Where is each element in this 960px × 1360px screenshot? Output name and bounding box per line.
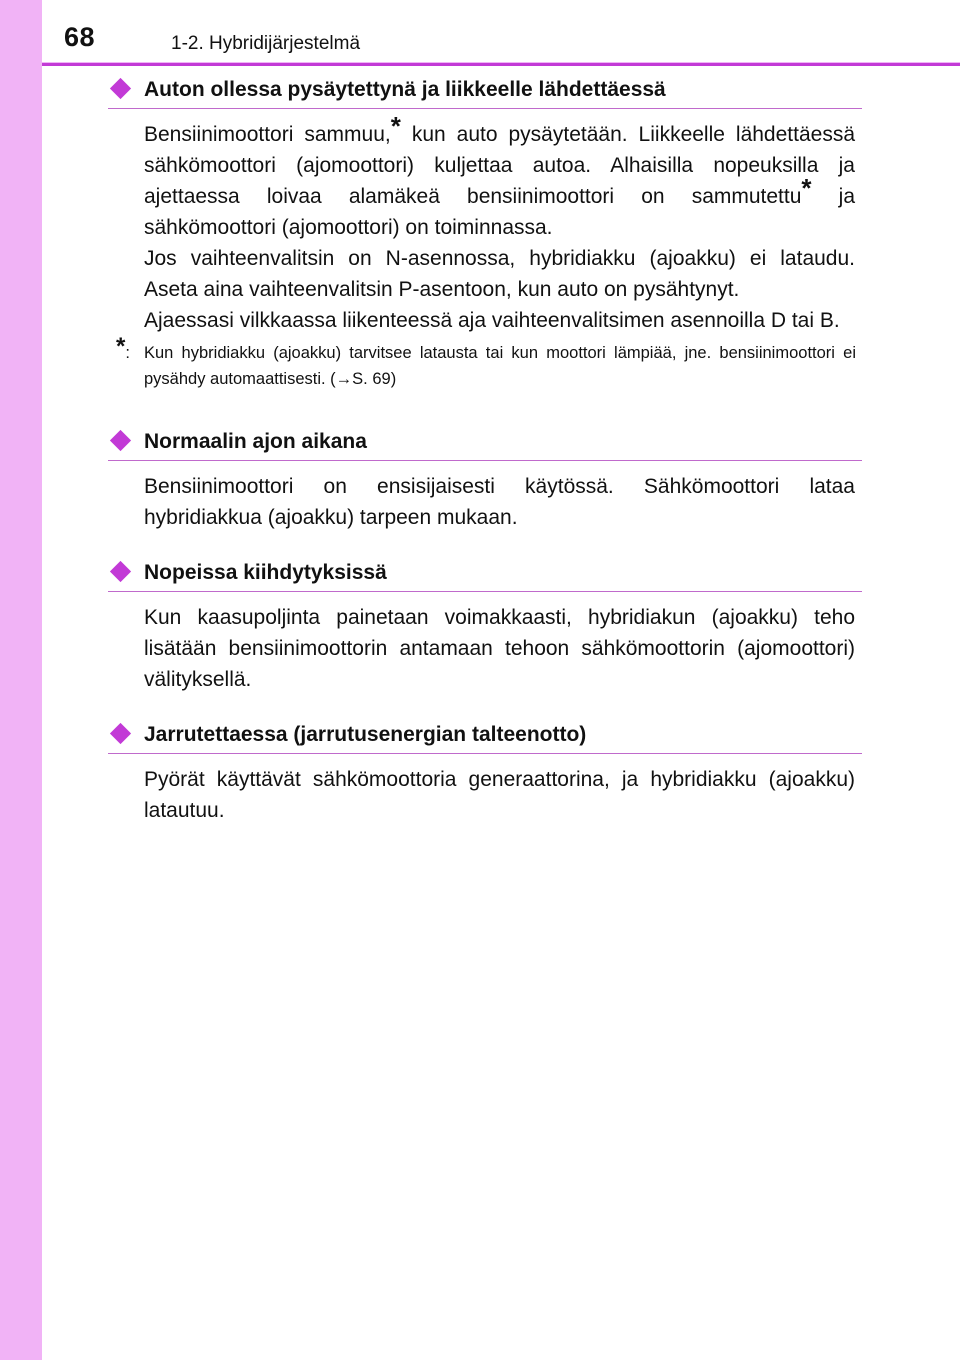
diamond-bullet-icon [110, 561, 131, 582]
paragraph: Pyörät käyttävät sähkömoottoria generaattorina, ja hybridiakku (ajoakku) latautuu. [144, 768, 855, 822]
paragraph: Bensiinimoottori sammuu,* kun auto pysäytetään. Liikkeelle lähdettäessä sähkömoottori (ajomoottori) kuljettaa autoa. Alhaisilla nopeuksilla ja ajettaessa loivaa alamäkeä bensiinimoottori on sammutettu* ja sähkömoottori (ajomoottori) on toiminnassa. [144, 111, 855, 239]
footnote-marker: *: [116, 333, 130, 362]
section-heading-text: Jarrutettaessa (jarrutusenergian talteenotto) [144, 723, 587, 746]
diamond-bullet-icon [110, 723, 131, 744]
section-heading-text: Nopeissa kiihdytyksissä [144, 561, 387, 584]
section-hard-acceleration [108, 557, 862, 695]
section-heading-text: Normaalin ajon aikana [144, 430, 367, 453]
footnote-text: Kun hybridiakku (ajoakku) tarvitsee latausta tai kun moottori lämpiää, jne. bensiinimoottori ei pysähdy automaattisesti. (→S. 69) [144, 344, 856, 388]
footnote-reference: * [390, 111, 401, 141]
section-normal-driving [108, 426, 862, 533]
section-heading [108, 719, 862, 754]
diamond-bullet-icon [110, 430, 131, 451]
paragraph: Ajaessasi vilkkaassa liikenteessä aja vaihteenvalitsimen asennoilla D tai B. [144, 309, 840, 332]
diamond-bullet-icon [110, 78, 131, 99]
page-content [108, 74, 862, 826]
footnote-reference: * [801, 173, 812, 203]
chapter-title: 1-2. Hybridijärjestelmä [171, 33, 361, 54]
header-rule [42, 63, 960, 66]
paragraph: Kun kaasupoljinta painetaan voimakkaasti, hybridiakun (ajoakku) teho lisätään bensiinimoottorin antamaan tehoon sähkömoottorin (ajomoottori) välityksellä. [144, 606, 855, 691]
footnote [116, 333, 856, 392]
section-stopped-and-starting [108, 74, 862, 392]
section-regenerative-braking [108, 719, 862, 826]
page-number: 68 [64, 22, 96, 52]
paragraph: Jos vaihteenvalitsin on N-asennossa, hybridiakku (ajoakku) ei lataudu. Aseta aina vaihteenvalitsin P-asentoon, kun auto on pysähtynyt. [144, 247, 855, 301]
section-heading [108, 426, 862, 461]
section-heading [108, 74, 862, 109]
paragraph: Bensiinimoottori on ensisijaisesti käytössä. Sähkömoottori lataa hybridiakkua (ajoakku) tarpeen mukaan. [144, 475, 855, 529]
chapter-tab-strip [0, 0, 42, 1360]
section-heading [108, 557, 862, 592]
section-heading-text: Auton ollessa pysäytettynä ja liikkeelle lähdettäessä [144, 78, 666, 101]
page-header [0, 0, 960, 66]
